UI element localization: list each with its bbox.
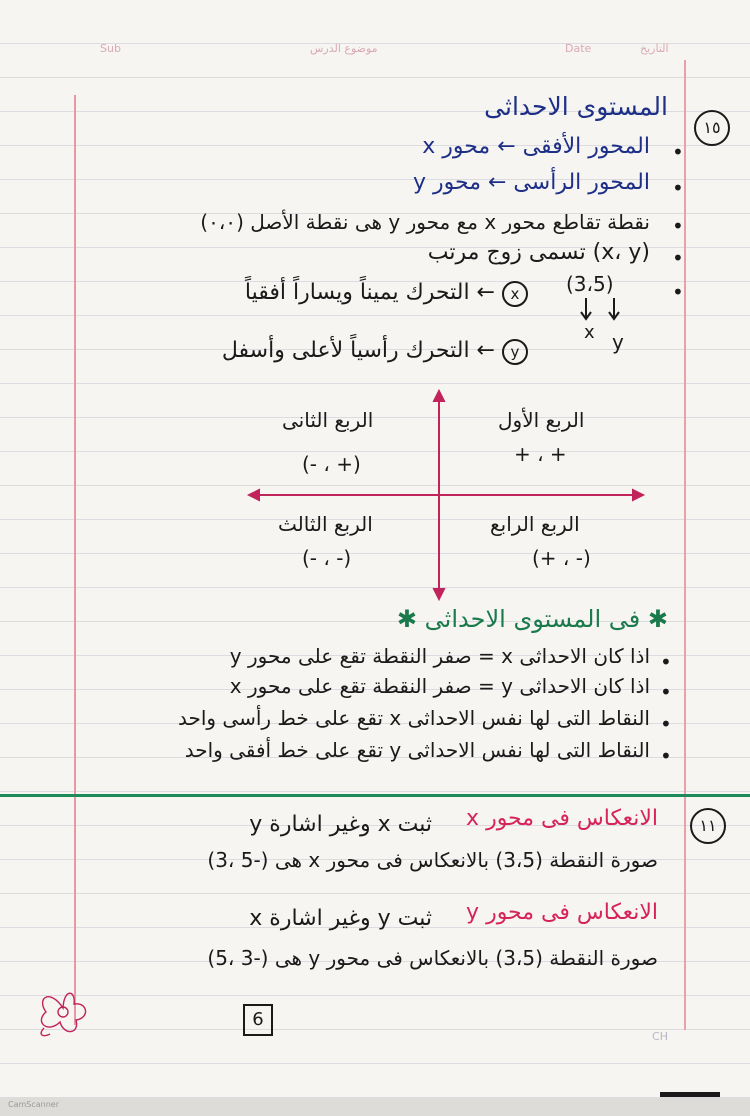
pair-y-label: y — [612, 330, 624, 354]
section-divider — [0, 794, 750, 797]
bullet: • — [672, 140, 684, 164]
bullet: • — [660, 712, 672, 736]
origin-line: نقطة تقاطع محور x مع محور y هى نقطة الأصل (٠،٠) — [200, 210, 650, 234]
reflection-x-rule: ثبت x وغير اشارة y — [249, 812, 432, 837]
reflection-y-example: صورة النقطة (3،5) بالانعكاس فى محور y هى (-3 ،5) — [207, 946, 658, 970]
bullet: • — [672, 176, 684, 200]
star-icon: ✱ — [640, 605, 668, 633]
lesson-title: المستوى الاحداثى — [484, 92, 668, 121]
lesson-number-11: ١١ — [690, 808, 726, 844]
quadrant-3-sign: (- ، -) — [302, 546, 352, 570]
star-icon: ✱ — [396, 605, 425, 633]
x-movement-text: ← التحرك يميناً ويساراً أفقياً — [244, 280, 495, 305]
bullet: • — [672, 214, 684, 238]
y-movement-line — [222, 338, 528, 365]
page-number: 6 — [243, 1004, 273, 1036]
quadrant-4-sign: (+ ، -) — [532, 546, 591, 570]
flower-doodle-icon — [30, 978, 96, 1040]
reflection-y-title: الانعكاس فى محور y — [466, 900, 658, 925]
bullet: • — [660, 744, 672, 768]
scan-bottom-strip — [0, 1098, 750, 1116]
bullet: • — [660, 680, 672, 704]
lesson-number-15: ١٥ — [694, 110, 730, 146]
header-date-arabic: التاريخ — [640, 42, 669, 55]
reflection-x-example: صورة النقطة (3،5) بالانعكاس فى محور x هى (-5 ،3) — [207, 848, 658, 872]
scanner-watermark: CamScanner — [8, 1100, 60, 1109]
reflection-y-rule: ثبت y وغير اشارة x — [249, 906, 432, 931]
pair-x-label: x — [584, 322, 595, 343]
plane-title: ✱ فى المستوى الاحداثى ✱ — [396, 605, 668, 633]
vertical-axis-line: المحور الرأسى ← محور y — [413, 170, 650, 195]
pair-arrows — [574, 296, 634, 324]
reflection-x-title: الانعكاس فى محور x — [466, 806, 658, 831]
quadrant-1-label: الربع الأول — [498, 408, 585, 432]
x-movement-line — [245, 280, 528, 307]
quadrant-4-label: الربع الرابع — [490, 512, 580, 536]
scan-edge-bar — [660, 1092, 720, 1097]
horizontal-axis-line: المحور الأفقى ← محور x — [422, 134, 650, 159]
plane-rule-1: اذا كان الاحداثى x = صفر النقطة تقع على محور y — [229, 644, 650, 668]
quadrant-2-sign: (- ، +) — [302, 452, 361, 476]
bullet: • — [672, 246, 684, 270]
quadrant-3-label: الربع الثالث — [278, 512, 373, 536]
pair-example: (3،5) — [566, 272, 614, 296]
plane-rule-4: النقاط التى لها نفس الاحداثى y تقع على خط أفقى واحد — [184, 738, 650, 762]
bullet: • — [672, 280, 684, 304]
quadrant-1-sign: + ، + — [514, 442, 567, 466]
x-circle-symbol: x — [502, 281, 528, 307]
quadrant-2-label: الربع الثانى — [282, 408, 374, 432]
y-movement-text: ← التحرك رأسياً لأعلى وأسفل — [221, 338, 495, 363]
bullet: • — [660, 650, 672, 674]
right-margin-line — [684, 60, 686, 1030]
header-date: Date — [565, 42, 592, 55]
plane-rule-3: النقاط التى لها نفس الاحداثى x تقع على خط رأسى واحد — [178, 706, 650, 730]
left-margin-line — [74, 95, 76, 1025]
header-subject: Sub — [100, 42, 121, 55]
plane-rule-2: اذا كان الاحداثى y = صفر النقطة تقع على محور x — [229, 674, 650, 698]
y-circle-symbol: y — [502, 339, 528, 365]
header-lesson-topic: موضوع الدرس — [310, 42, 378, 55]
corner-mark: CH — [652, 1030, 668, 1043]
ordered-pair-line: (x، y) تسمى زوج مرتب — [427, 240, 650, 265]
